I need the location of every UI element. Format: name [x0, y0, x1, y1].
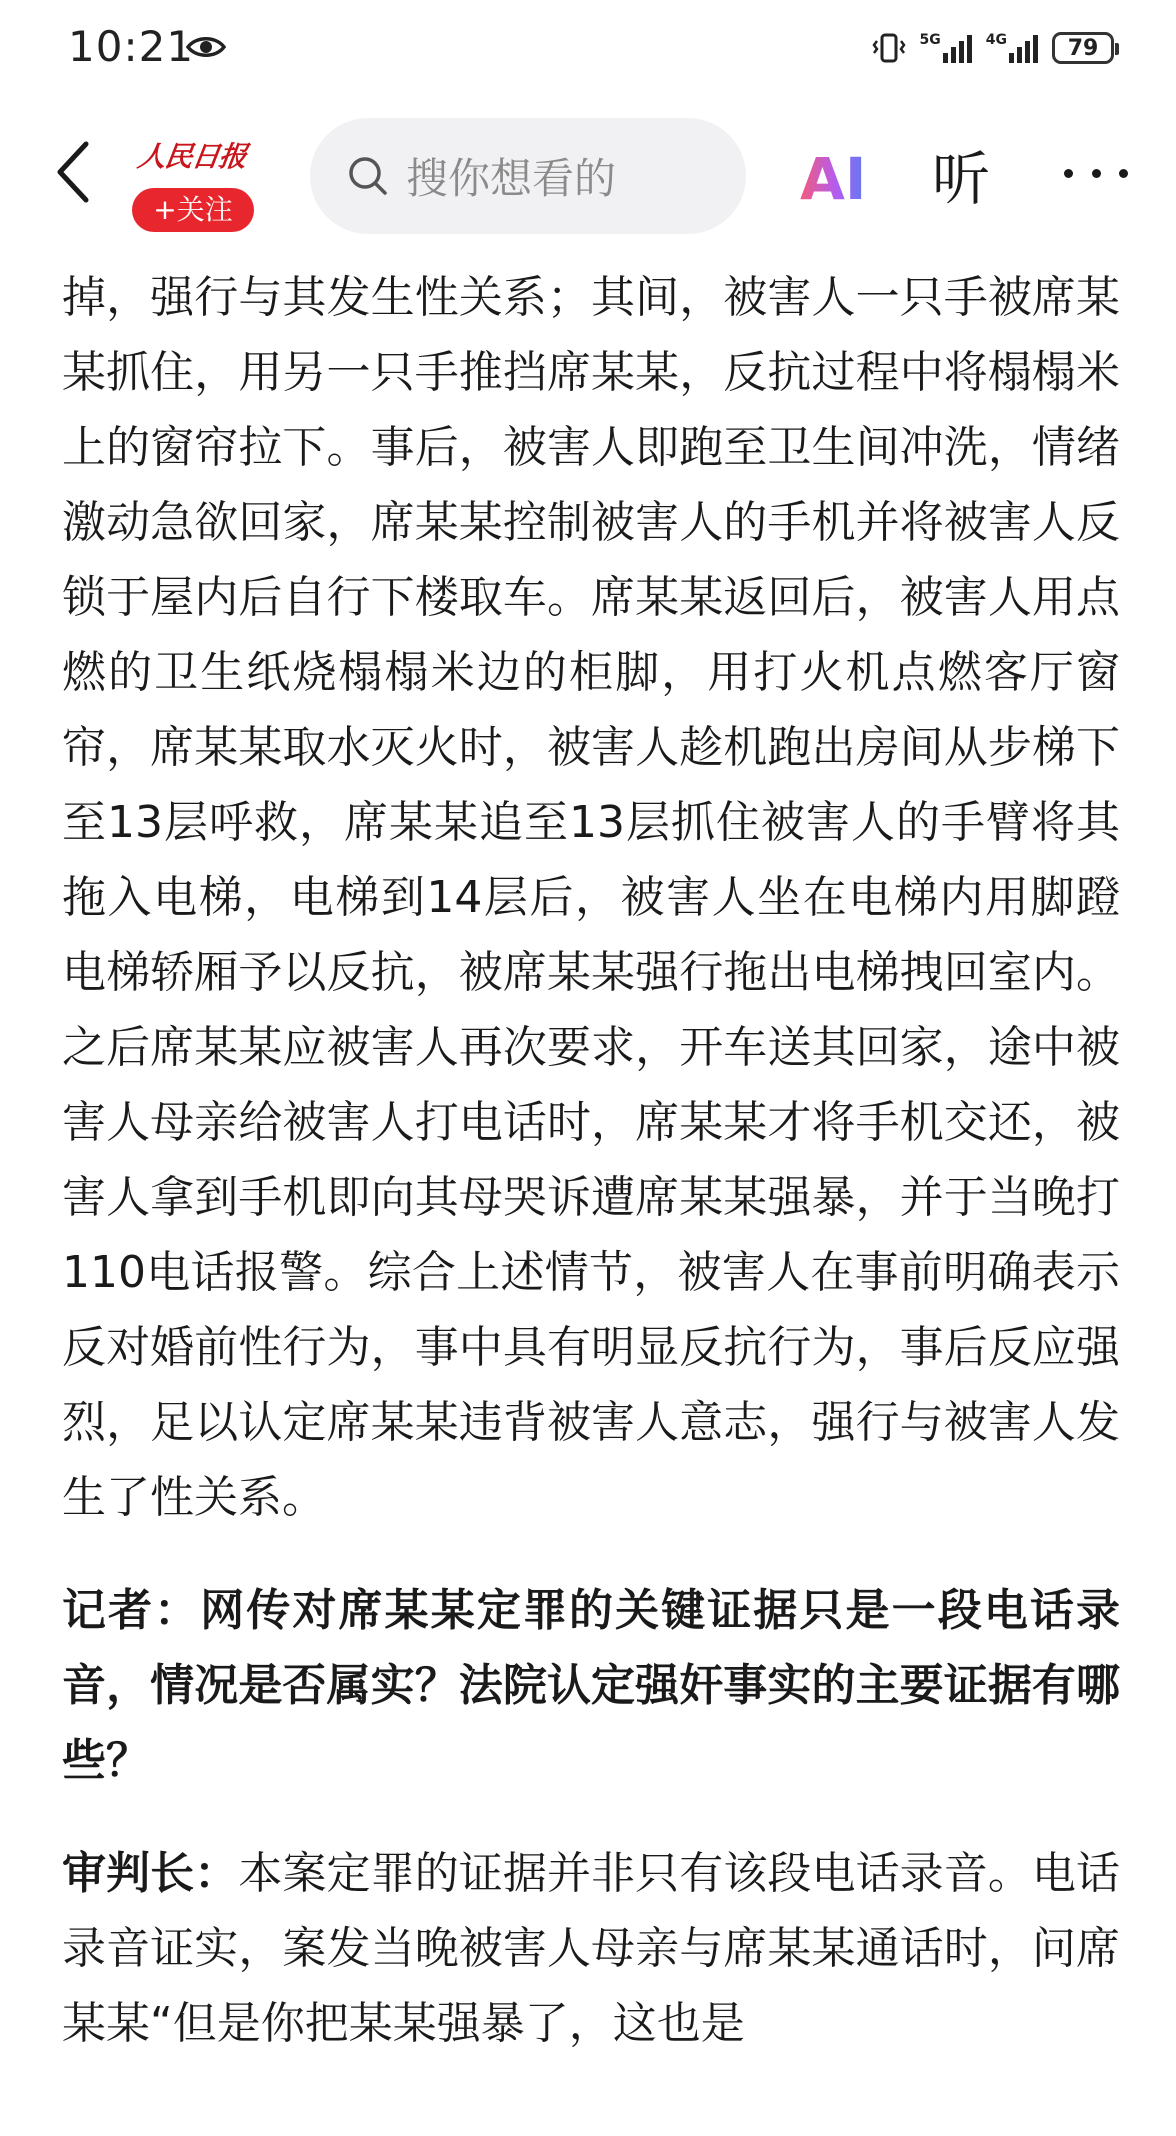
signal-5g	[920, 33, 972, 63]
publisher-logo-text: 人民日报	[135, 140, 249, 173]
listen-button[interactable]: 听	[932, 145, 991, 213]
network-4g-label: 4G	[985, 32, 1007, 48]
vibrate-icon	[872, 33, 906, 63]
article-paragraph: 掉，强行与其发生性关系；其间，被害人一只手被席某某抓住，用另一只手推挡席某某，反抗过程中将榻榻米上的窗帘拉下。事后，被害人即跑至卫生间冲洗，情绪激动急欲回家，席某某控制被害人的手机并将被害人反锁于屋内后自行下楼取车。席某某返回后，被害人用点燃的卫生纸烧榻榻米边的柜脚，用打火机点燃客厅窗帘，席某某取水灭火时，被害人趁机跑出房间从步梯下至13层呼救，席某某追至13层抓住被害人的手臂将其拖入电梯，电梯到14层后，被害人坐在电梯内用脚蹬电梯轿厢予以反抗，被席某某强行拖出电梯拽回室内。之后席某某应被害人再次要求，开车送其回家，途中被害人母亲给被害人打电话时，席某某才将手机交还，被害人拿到手机即向其母哭诉遭席某某强暴，并于当晚打110电话报警。综合上述情节，被害人在事前明确表示反对婚前性行为，事中具有明显反抗行为，事后反应强烈，足以认定席某某违背被害人意志，强行与被害人发生了性关系。	[62, 272, 1120, 1523]
ai-button[interactable]: AI	[800, 145, 867, 213]
battery-icon	[1052, 32, 1114, 64]
eye-icon	[186, 34, 226, 60]
more-options-icon[interactable]	[1064, 158, 1128, 188]
top-nav-bar	[0, 100, 1176, 248]
network-5g-label: 5G	[919, 32, 941, 48]
status-icons	[872, 26, 1114, 70]
search-placeholder: 搜你想看的	[406, 154, 617, 203]
article-body	[62, 260, 1120, 2061]
answer-speaker: 审判长：	[62, 1848, 239, 1899]
reporter-question: 记者：网传对席某某定罪的关键证据只是一段电话录音，情况是否属实？法院认定强奸事实的主要证据有哪些？	[62, 1585, 1120, 1786]
publisher-logo[interactable]	[132, 118, 252, 192]
battery-level: 79	[1067, 35, 1099, 61]
status-time: 10:21	[68, 22, 195, 71]
answer-text: 本案定罪的证据并非只有该段电话录音。电话录音证实，案发当晚被害人母亲与席某某通话时，问席某某“但是你把某某强暴了，这也是	[62, 1848, 1121, 2049]
status-bar	[0, 0, 1176, 100]
signal-4g	[986, 33, 1038, 63]
search-icon	[346, 154, 390, 198]
signal-bars-5g-icon	[943, 33, 972, 63]
back-arrow-icon[interactable]	[48, 136, 98, 208]
search-input[interactable]	[310, 118, 746, 234]
signal-bars-4g-icon	[1009, 33, 1038, 63]
follow-button[interactable]: +关注	[132, 188, 254, 232]
judge-answer	[62, 1836, 1120, 2061]
